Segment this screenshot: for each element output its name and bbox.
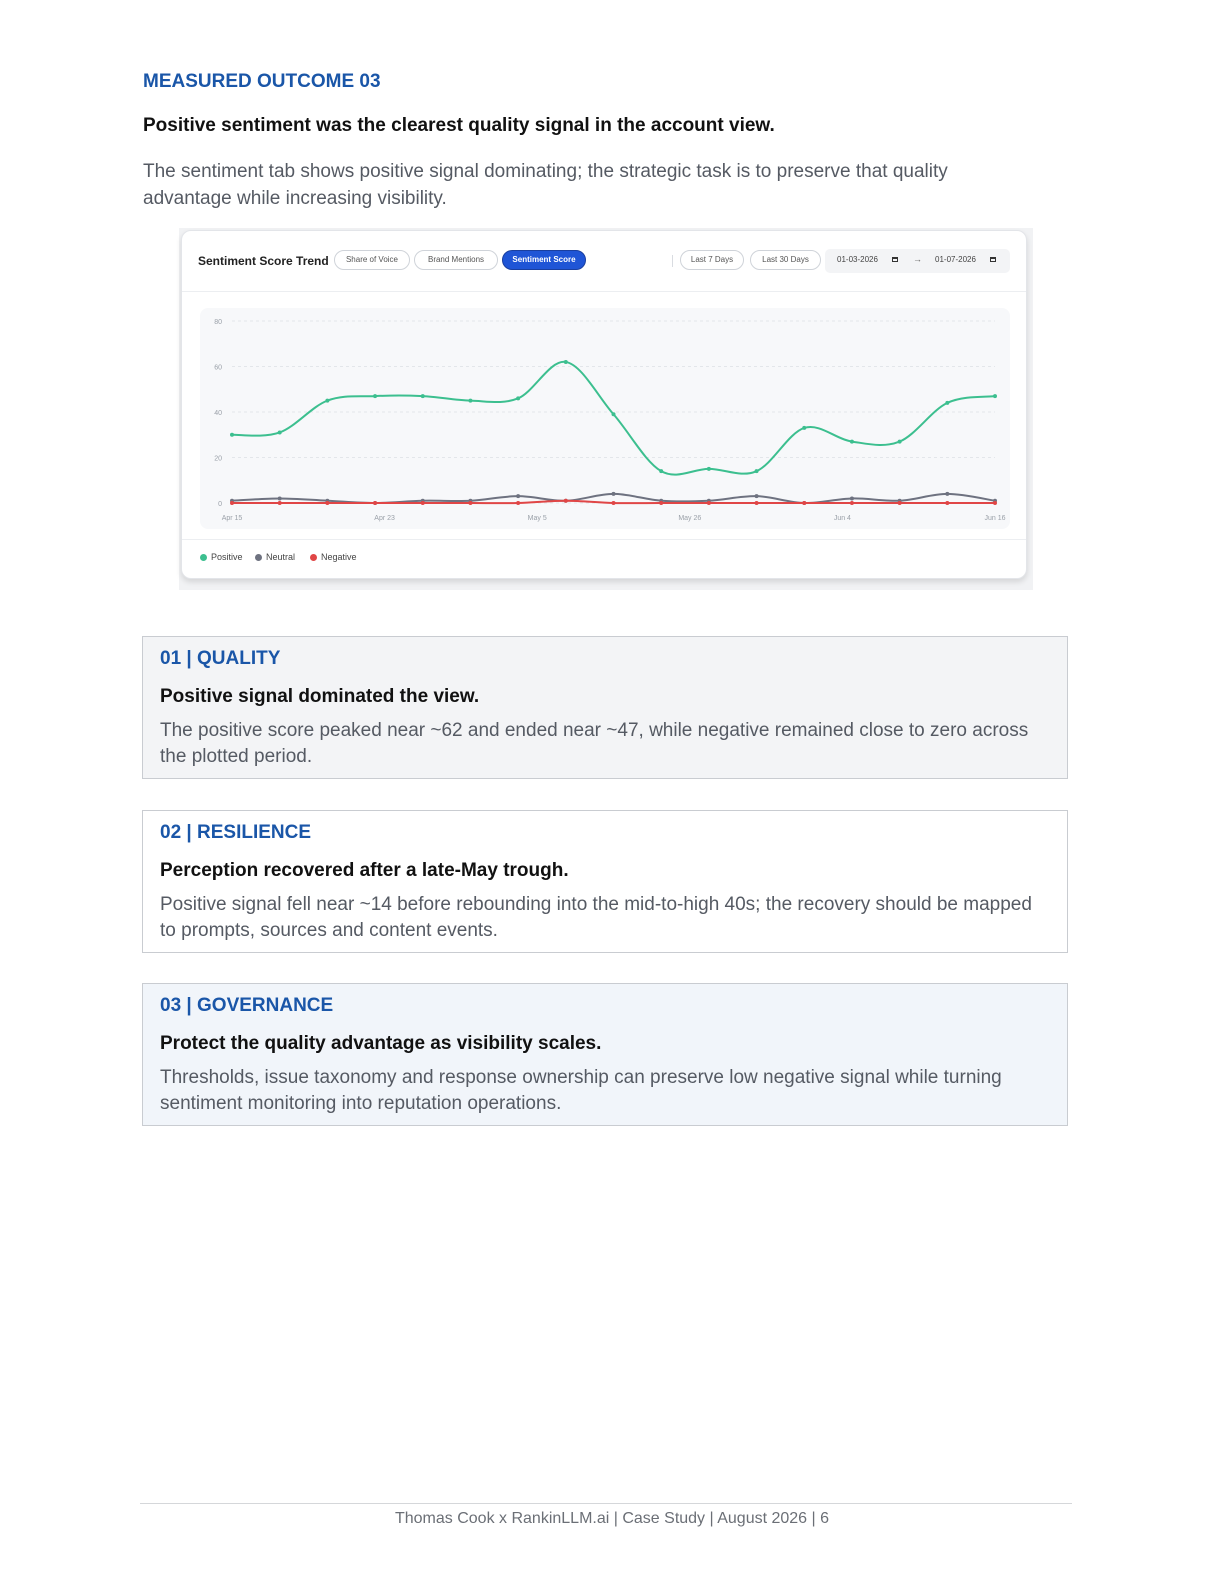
data-point-negative — [373, 501, 377, 505]
card-title: Perception recovered after a late-May trough. — [160, 860, 569, 881]
data-point-positive — [755, 469, 759, 473]
card-tag: 02 | RESILIENCE — [160, 822, 312, 843]
data-point-negative — [468, 501, 472, 505]
data-point-positive — [945, 401, 949, 405]
x-tick-label: Jun 4 — [833, 515, 851, 522]
y-tick-label: 60 — [214, 364, 222, 372]
card-body: The positive score peaked near ~62 and ended near ~47, while negative remained close to zero across the plotted period. — [160, 720, 1029, 767]
date-from-input[interactable]: 01-03-2026 — [837, 255, 878, 264]
data-point-positive — [802, 426, 806, 430]
widget-header — [182, 231, 1026, 292]
data-point-positive — [898, 440, 902, 444]
tab-brand-mentions[interactable]: Brand Mentions — [414, 250, 498, 270]
data-point-negative — [755, 501, 759, 505]
data-point-positive — [278, 430, 282, 434]
data-point-negative — [802, 501, 806, 505]
data-point-neutral — [945, 492, 949, 496]
insight-card-resilience — [142, 810, 1068, 953]
data-point-positive — [516, 396, 520, 400]
card-body: Positive signal fell near ~14 before rebounding into the mid-to-high 40s; the recovery should be mapped to prompts, sources and content events. — [160, 894, 1032, 941]
data-point-positive — [707, 467, 711, 471]
legend-item-neutral[interactable] — [255, 552, 295, 562]
legend-item-positive[interactable] — [200, 552, 243, 562]
footer-rule — [140, 1503, 1072, 1504]
legend-swatch-positive — [200, 554, 207, 561]
data-point-negative — [659, 501, 663, 505]
data-point-negative — [516, 501, 520, 505]
data-point-positive — [850, 440, 854, 444]
data-point-neutral — [278, 496, 282, 500]
y-tick-label: 0 — [218, 501, 222, 508]
date-separator-arrow: → — [913, 254, 922, 264]
data-point-neutral — [755, 494, 759, 498]
sentiment-line-chart — [200, 308, 1010, 529]
data-point-negative — [993, 501, 997, 505]
x-tick-label: May 5 — [527, 515, 547, 522]
x-tick-label: Jun 16 — [984, 515, 1006, 522]
insight-card-quality — [142, 636, 1068, 779]
sentiment-chart-screenshot — [179, 228, 1033, 590]
legend-label: Negative — [321, 552, 357, 562]
card-body: Thresholds, issue taxonomy and response ownership can preserve low negative signal while turning sentiment monitoring into reputation operations. — [160, 1067, 1002, 1114]
chart-plot-area — [200, 308, 1010, 529]
data-point-negative — [707, 501, 711, 505]
data-point-neutral — [516, 494, 520, 498]
insight-card-governance — [142, 983, 1068, 1126]
data-point-positive — [993, 394, 997, 398]
card-title: Protect the quality advantage as visibility scales. — [160, 1033, 602, 1054]
card-tag: 03 | GOVERNANCE — [160, 995, 334, 1016]
data-point-positive — [564, 360, 568, 364]
legend-item-negative[interactable] — [310, 552, 357, 562]
date-range-picker — [825, 249, 1010, 273]
x-tick-label: Apr 15 — [221, 515, 243, 522]
card-tag: 01 | QUALITY — [160, 648, 281, 669]
data-point-negative — [850, 501, 854, 505]
legend-swatch-neutral — [255, 554, 262, 561]
calendar-icon[interactable] — [892, 257, 898, 262]
sentiment-widget-card — [181, 230, 1027, 579]
page-footer: Thomas Cook x RankinLLM.ai | Case Study | August 2026 | 6 — [394, 1510, 830, 1527]
range-last-30-days-button[interactable]: Last 30 Days — [750, 250, 821, 270]
card-title: Positive signal dominated the view. — [160, 686, 480, 707]
legend-label: Neutral — [266, 552, 296, 562]
widget-title: Sentiment Score Trend — [198, 254, 329, 268]
data-point-positive — [612, 412, 616, 416]
date-to-input[interactable]: 01-07-2026 — [935, 255, 976, 264]
legend-swatch-negative — [310, 554, 317, 561]
data-point-negative — [898, 501, 902, 505]
x-tick-label: Apr 23 — [374, 515, 395, 522]
section-intro: The sentiment tab shows positive signal dominating; the strategic task is to preserve that quality advantage while increasing visibility. — [143, 161, 948, 209]
section-kicker: MEASURED OUTCOME 03 — [143, 71, 381, 92]
legend-divider — [182, 539, 1026, 540]
section-headline: Positive sentiment was the clearest quality signal in the account view. — [143, 115, 775, 136]
data-point-negative — [945, 501, 949, 505]
y-tick-label: 80 — [214, 319, 222, 326]
data-point-positive — [230, 433, 234, 437]
data-point-negative — [612, 501, 616, 505]
y-tick-label: 20 — [214, 455, 222, 463]
tab-share-of-voice[interactable]: Share of Voice — [334, 250, 410, 270]
data-point-negative — [564, 499, 568, 503]
data-point-positive — [659, 469, 663, 473]
data-point-positive — [373, 394, 377, 398]
data-point-positive — [421, 394, 425, 398]
calendar-icon[interactable] — [990, 257, 996, 262]
data-point-neutral — [850, 496, 854, 500]
data-point-negative — [230, 501, 234, 505]
range-last-7-days-button[interactable]: Last 7 Days — [680, 250, 744, 270]
x-tick-label: May 26 — [678, 515, 702, 522]
y-tick-label: 40 — [214, 410, 222, 417]
tab-sentiment-score[interactable]: Sentiment Score — [502, 250, 586, 270]
data-point-neutral — [612, 492, 616, 496]
data-point-positive — [325, 399, 329, 403]
data-point-negative — [421, 501, 425, 505]
legend-label: Positive — [211, 552, 243, 562]
data-point-positive — [468, 399, 472, 403]
header-divider — [672, 255, 673, 267]
data-point-negative — [325, 501, 329, 505]
data-point-negative — [278, 501, 282, 505]
